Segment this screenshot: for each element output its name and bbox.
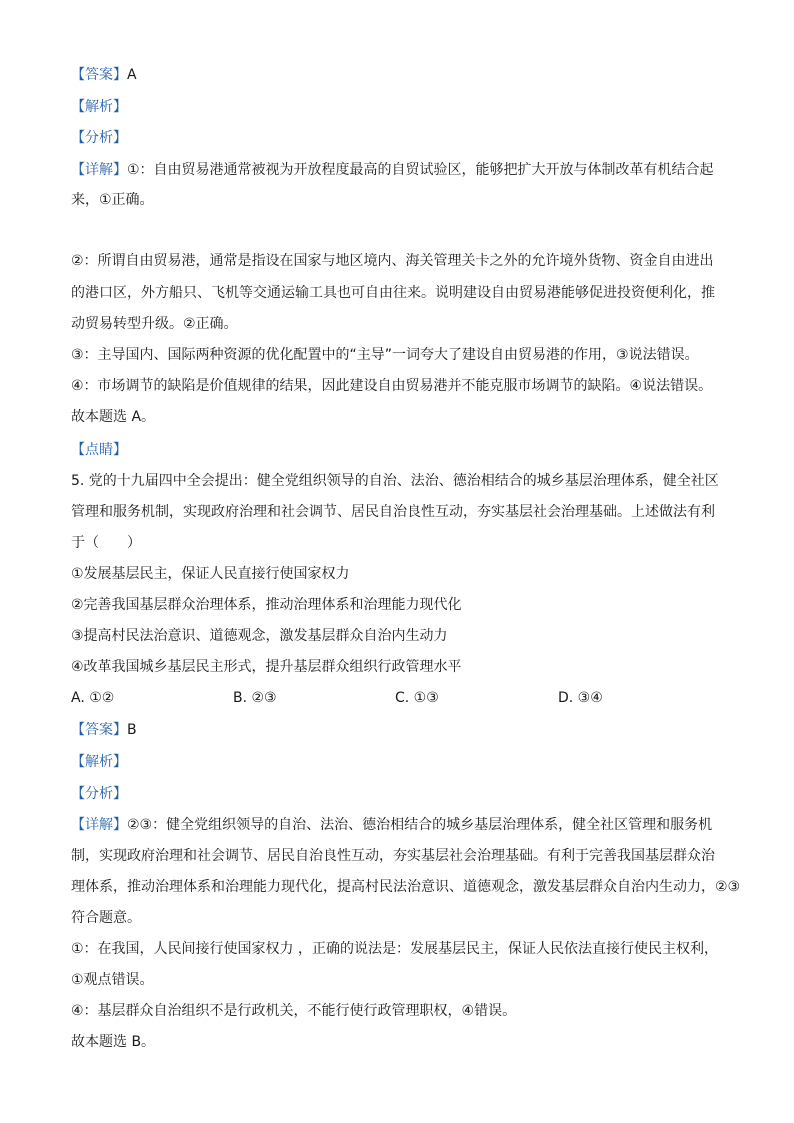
answer-value: A bbox=[127, 67, 137, 83]
q4-detail-line: 动贸易转型升级。②正确。 bbox=[71, 316, 238, 332]
answer-tag: 【答案】 bbox=[71, 67, 127, 83]
analysis-tag: 【解析】 bbox=[71, 754, 127, 770]
q5-statement: ④改革我国城乡基层民主形式，提升基层群众组织行政管理水平 bbox=[71, 659, 462, 675]
answer-tag: 【答案】 bbox=[71, 722, 127, 738]
q4-answer-line bbox=[71, 65, 137, 85]
q5-statement: ①发展基层民主，保证人民直接行使国家权力 bbox=[71, 566, 350, 582]
q5-detail-line: 制，实现政府治理和社会调节、居民自治良性互动，夯实基层社会治理基础。有利于完善我国基层群众治 bbox=[71, 848, 715, 864]
q4-detail-line: ③：主导国内、国际两种资源的优化配置中的“主导”一词夸大了建设自由贸易港的作用，③说法错误。 bbox=[71, 347, 699, 363]
q5-stem-line: 于（ ） bbox=[71, 535, 141, 551]
dianjing-tag: 【点睛】 bbox=[71, 442, 127, 458]
q5-detail-line bbox=[71, 815, 712, 835]
answer-value: B bbox=[127, 722, 137, 738]
q5-stem-line: 管理和服务机制，实现政府治理和社会调节、居民自治良性互动，夯实基层社会治理基础。上述做法有利 bbox=[71, 504, 715, 520]
option-b: B. ②③ bbox=[233, 690, 277, 706]
fenxi-tag: 【分析】 bbox=[71, 130, 127, 146]
detail-text: ②③：健全党组织领导的自治、法治、德治相结合的城乡基层治理体系，健全社区管理和服务机 bbox=[127, 817, 713, 833]
analysis-tag: 【解析】 bbox=[71, 99, 127, 115]
option-a: A. ①② bbox=[71, 690, 115, 706]
q4-detail-line: 来，①正确。 bbox=[71, 192, 154, 208]
q5-stem-line: 5. 党的十九届四中全会提出：健全党组织领导的自治、法治、德治相结合的城乡基层治理体系，健全社区 bbox=[71, 473, 719, 489]
q4-detail-line: ②：所谓自由贸易港，通常是指设在国家与地区境内、海关管理关卡之外的允许境外货物、资金自由进出 bbox=[71, 253, 714, 269]
option-c: C. ①③ bbox=[395, 690, 439, 706]
q4-detail-line: 故本题选 A。 bbox=[71, 409, 156, 425]
detail-text: ①：自由贸易港通常被视为开放程度最高的自贸试验区，能够把扩大开放与体制改革有机结合起 bbox=[127, 162, 714, 178]
detail-tag: 【详解】 bbox=[71, 162, 127, 178]
option-d: D. ③④ bbox=[558, 690, 603, 706]
q5-statement: ②完善我国基层群众治理体系，推动治理体系和治理能力现代化 bbox=[71, 597, 462, 613]
q5-statement: ③提高村民法治意识、道德观念，激发基层群众自治内生动力 bbox=[71, 628, 448, 644]
q5-detail-line: 故本题选 B。 bbox=[71, 1034, 156, 1050]
q4-detail-line: ④：市场调节的缺陷是价值规律的结果，因此建设自由贸易港并不能克服市场调节的缺陷。④说法错误。 bbox=[71, 378, 713, 394]
fenxi-tag: 【分析】 bbox=[71, 786, 127, 802]
q5-detail-line: 理体系，推动治理体系和治理能力现代化，提高村民法治意识、道德观念，激发基层群众自治内生动力，②③ bbox=[71, 879, 741, 895]
q5-detail-line: 符合题意。 bbox=[71, 910, 141, 926]
q5-detail-line: ①观点错误。 bbox=[71, 972, 154, 988]
q5-detail-line: ④：基层群众自治组织不是行政机关，不能行使行政管理职权，④错误。 bbox=[71, 1003, 517, 1019]
q4-detail-line: 的港口区，外方船只、飞机等交通运输工具也可自由往来。说明建设自由贸易港能够促进投资便利化，推 bbox=[71, 285, 715, 301]
q4-detail-line bbox=[71, 160, 714, 180]
q5-answer-line bbox=[71, 720, 137, 740]
detail-tag: 【详解】 bbox=[71, 817, 127, 833]
q5-detail-line: ①：在我国，人民间接行使国家权力 ，正确的说法是：发展基层民主，保证人民依法直接行使民主权利， bbox=[71, 941, 718, 957]
